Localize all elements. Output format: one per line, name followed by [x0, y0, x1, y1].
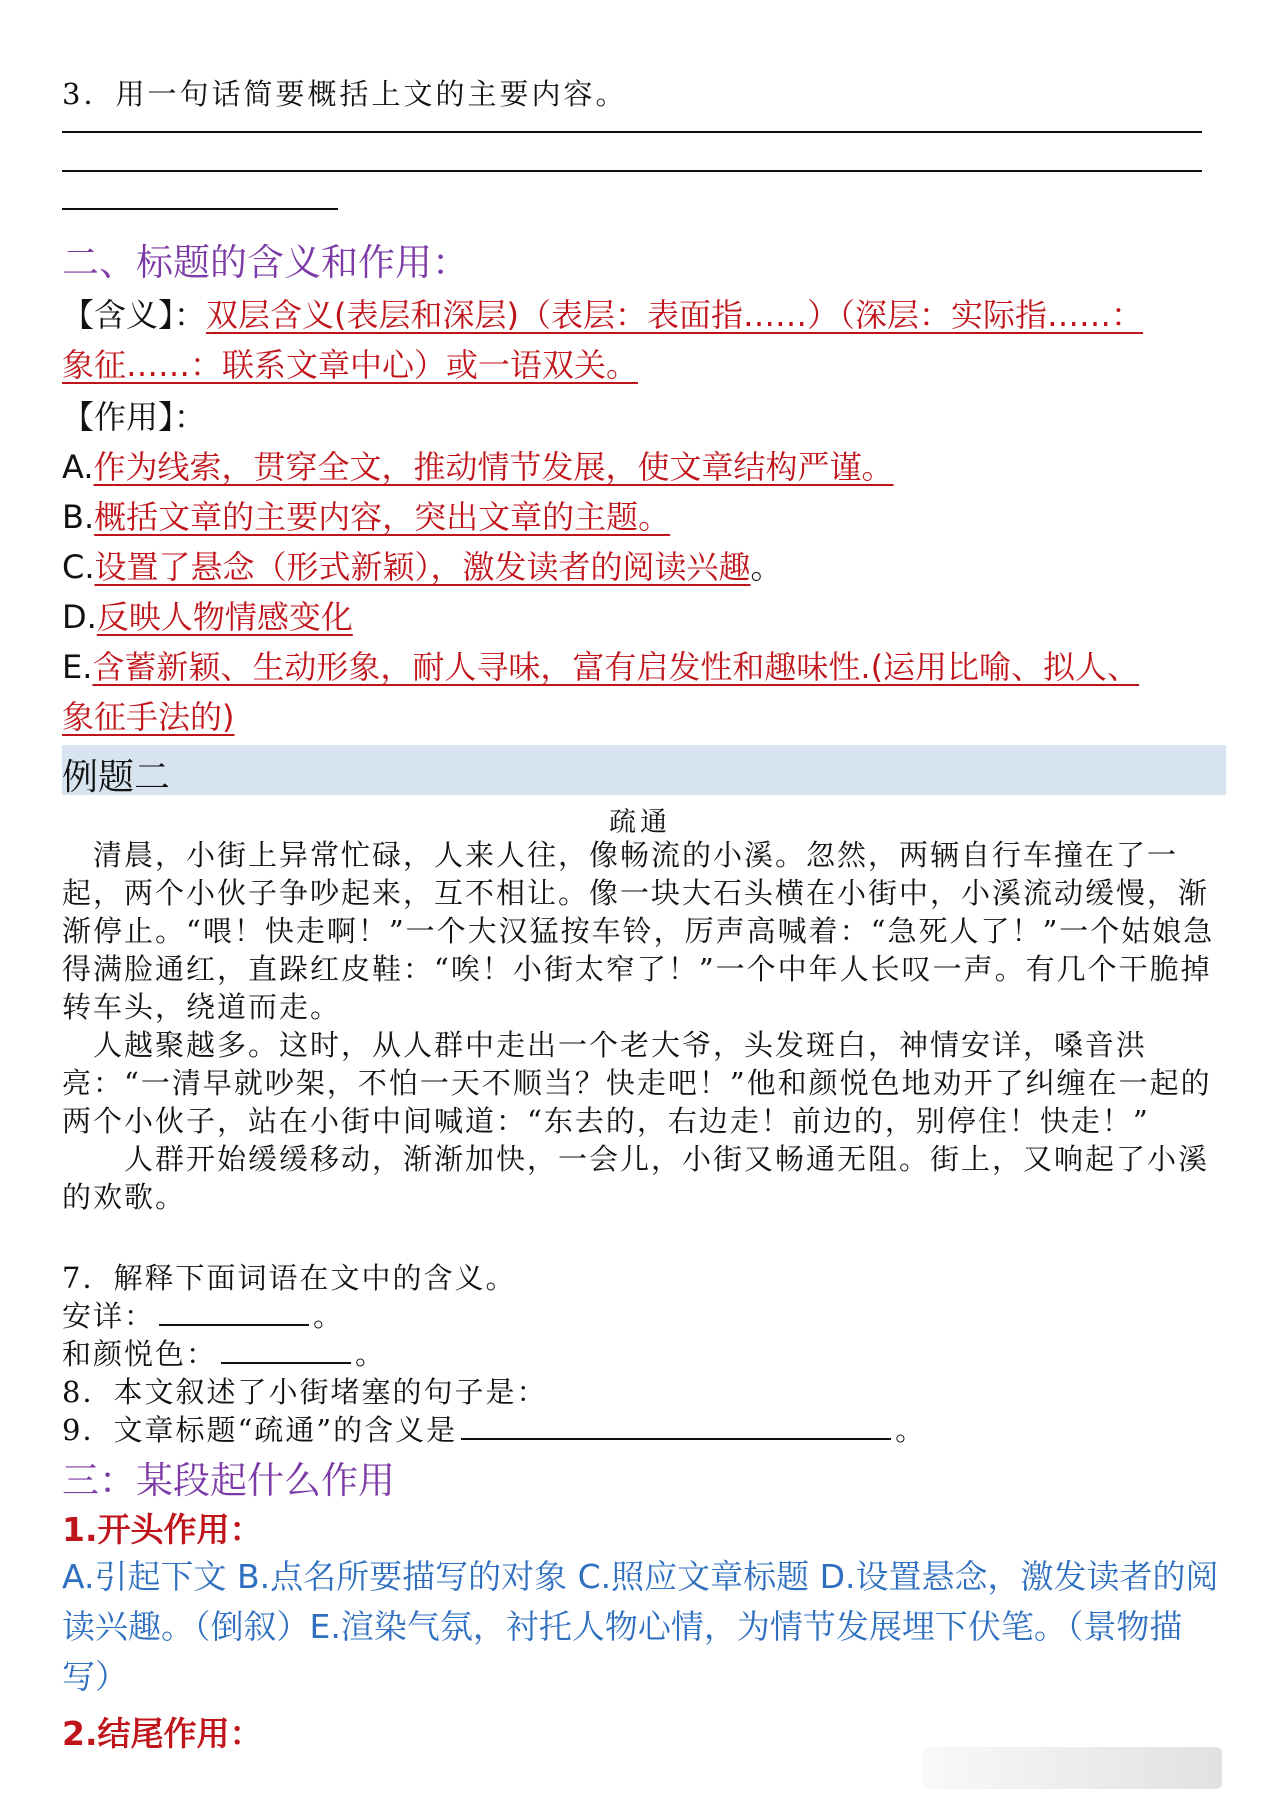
period: 。: [895, 1413, 927, 1447]
meaning-text-line2: 象征……：联系文章中心）或一语双关。: [62, 346, 639, 384]
item-text: 设置了悬念（形式新颖），激发读者的阅读兴趣: [94, 548, 751, 586]
answer-line: [62, 208, 338, 210]
meaning-row-2: [62, 340, 638, 386]
period: 。: [313, 1299, 345, 1333]
item-suffix: 。: [750, 548, 783, 586]
example-label: 例题二: [62, 757, 171, 798]
answer-blank[interactable]: [159, 1323, 309, 1326]
opening-roles: A.引起下文 B.点名所要描写的对象 C.照应文章标题 D.设置悬念，激发读者的阅读兴趣。（倒叙）E.渲染气氛，衬托人物心情，为情节发展埋下伏笔。（景物描写）: [62, 1557, 1219, 1696]
question-7b-label: 和颜悦色：: [62, 1337, 218, 1371]
item-prefix: A.: [62, 448, 94, 486]
passage-paragraph: 人群开始缓缓移动，渐渐加快，一会儿，小街又畅通无阻。街上，又响起了小溪的欢歌。: [62, 1142, 1210, 1214]
effect-item-a: [62, 442, 894, 488]
subheading-ending: 2.结尾作用：: [62, 1714, 263, 1753]
item-prefix: E.: [62, 648, 93, 686]
question-7b: [62, 1332, 386, 1373]
passage: [62, 836, 1226, 1216]
effect-item-b: [62, 492, 670, 538]
section-heading-title-meaning: 二、标题的含义和作用：: [62, 241, 469, 284]
subheading-opening: 1.开头作用：: [62, 1510, 263, 1549]
question-7a: [62, 1294, 344, 1335]
passage-paragraph: 清晨，小街上异常忙碌，人来人往，像畅流的小溪。忽然，两辆自行车撞在了一起，两个小伙子争吵起来，互不相让。像一块大石头横在小街中，小溪流动缓慢，渐渐停止。“喂！快走啊！”一个大汉猛按车铃，厉声高喊着：“急死人了！”一个姑娘急得满脸通红，直跺红皮鞋：“唉！小街太窄了！”一个中年人长叹一声。有几个干脆掉转车头，绕道而走。: [62, 838, 1215, 1024]
effect-item-e-cont: [62, 692, 235, 738]
answer-blank[interactable]: [461, 1437, 891, 1440]
item-text-cont: 象征手法的): [62, 698, 235, 736]
effect-item-c: [62, 542, 783, 588]
item-text: 含蓄新颖、生动形象，耐人寻味，富有启发性和趣味性.(运用比喻、拟人、: [92, 648, 1140, 686]
item-text: 作为线索，贯穿全文，推动情节发展，使文章结构严谨。: [93, 448, 894, 486]
question-7: 7．解释下面词语在文中的含义。: [62, 1261, 517, 1295]
item-prefix: B.: [62, 498, 95, 536]
passage-title: 疏通: [609, 807, 671, 838]
answer-line: [62, 131, 1202, 133]
item-prefix: D.: [62, 598, 97, 636]
watermark-blur: [922, 1747, 1222, 1789]
item-text: 反映人物情感变化: [96, 598, 353, 636]
item-prefix: C.: [62, 548, 95, 586]
meaning-text-line1: 双层含义(表层和深层)（表层：表面指……）（深层：实际指……：: [206, 296, 1143, 334]
question-9: [62, 1408, 926, 1449]
section-heading-paragraph-role: 三：某段起什么作用: [62, 1459, 395, 1502]
question-3: 3．用一句话简要概括上文的主要内容。: [62, 77, 628, 111]
effect-label: 【作用】：: [62, 398, 207, 436]
question-8: 8．本文叙述了小街堵塞的句子是：: [62, 1375, 548, 1409]
question-7a-label: 安详：: [62, 1299, 156, 1333]
effect-item-e: [62, 642, 1139, 688]
meaning-row: [62, 290, 1143, 336]
answer-blank[interactable]: [221, 1361, 351, 1364]
example-band: [62, 745, 1226, 798]
question-9-label: 9．文章标题“疏通”的含义是: [62, 1413, 458, 1447]
period: 。: [355, 1337, 387, 1371]
item-text: 概括文章的主要内容，突出文章的主题。: [94, 498, 671, 536]
meaning-label: 【含义】：: [62, 296, 207, 334]
answer-line: [62, 170, 1202, 172]
passage-paragraph: 人越聚越多。这时，从人群中走出一个老大爷，头发斑白，神情安详，嗓音洪亮：“一清早就吵架，不怕一天不顺当？快走吧！”他和颜悦色地劝开了纠缠在一起的两个小伙子，站在小街中间喊道：“东去的，右边走！前边的，别停住！快走！”: [62, 1028, 1212, 1138]
effect-item-d: [62, 592, 353, 638]
